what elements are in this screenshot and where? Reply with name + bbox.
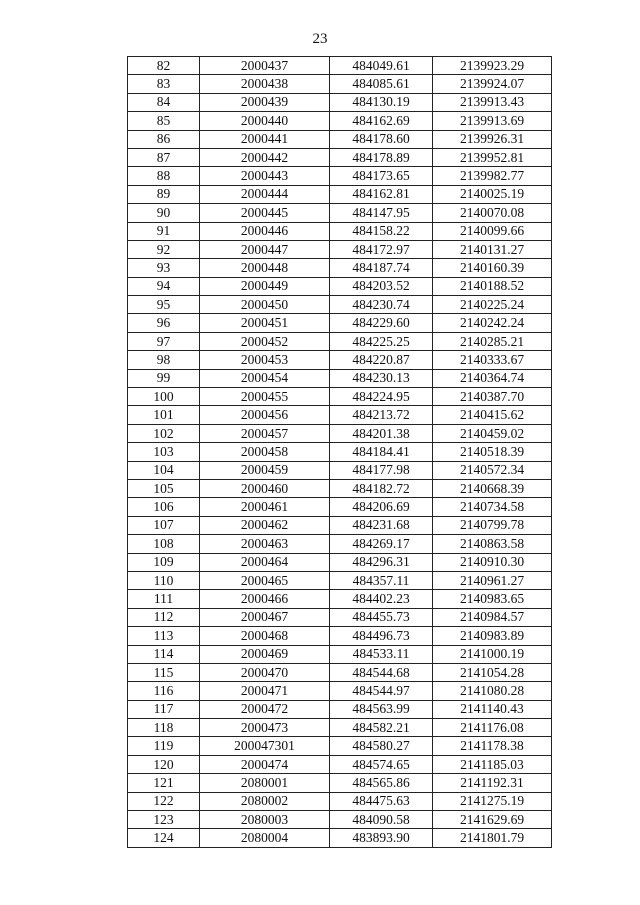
- y-coordinate-cell: 2141629.69: [433, 811, 552, 829]
- y-coordinate-cell: 2139924.07: [433, 75, 552, 93]
- x-coordinate-cell: 484187.74: [330, 259, 433, 277]
- table-row: [128, 479, 552, 497]
- table-row: [128, 75, 552, 93]
- point-id-cell: 2000462: [200, 516, 330, 534]
- point-id-cell: 2000459: [200, 461, 330, 479]
- row-number-cell: 112: [128, 608, 200, 626]
- row-number-cell: 97: [128, 332, 200, 350]
- x-coordinate-cell: 484085.61: [330, 75, 433, 93]
- point-id-cell: 2000437: [200, 57, 330, 75]
- row-number-cell: 84: [128, 93, 200, 111]
- table-row: [128, 571, 552, 589]
- x-coordinate-cell: 484296.31: [330, 553, 433, 571]
- table-row: [128, 57, 552, 75]
- row-number-cell: 104: [128, 461, 200, 479]
- row-number-cell: 90: [128, 204, 200, 222]
- point-id-cell: 2000439: [200, 93, 330, 111]
- table-row: [128, 112, 552, 130]
- coordinates-table: [127, 56, 552, 848]
- x-coordinate-cell: 484357.11: [330, 571, 433, 589]
- row-number-cell: 96: [128, 314, 200, 332]
- y-coordinate-cell: 2141178.38: [433, 737, 552, 755]
- y-coordinate-cell: 2140518.39: [433, 443, 552, 461]
- y-coordinate-cell: 2140188.52: [433, 277, 552, 295]
- row-number-cell: 86: [128, 130, 200, 148]
- y-coordinate-cell: 2140415.62: [433, 406, 552, 424]
- point-id-cell: 2000467: [200, 608, 330, 626]
- x-coordinate-cell: 484544.68: [330, 663, 433, 681]
- y-coordinate-cell: 2140984.57: [433, 608, 552, 626]
- point-id-cell: 2000469: [200, 645, 330, 663]
- x-coordinate-cell: 484563.99: [330, 700, 433, 718]
- point-id-cell: 2000448: [200, 259, 330, 277]
- x-coordinate-cell: 484220.87: [330, 351, 433, 369]
- x-coordinate-cell: 484178.89: [330, 148, 433, 166]
- table-row: [128, 535, 552, 553]
- y-coordinate-cell: 2141176.08: [433, 719, 552, 737]
- point-id-cell: 2000442: [200, 148, 330, 166]
- y-coordinate-cell: 2141185.03: [433, 755, 552, 773]
- x-coordinate-cell: 484580.27: [330, 737, 433, 755]
- row-number-cell: 99: [128, 369, 200, 387]
- y-coordinate-cell: 2140734.58: [433, 498, 552, 516]
- table-row: [128, 663, 552, 681]
- point-id-cell: 2080001: [200, 774, 330, 792]
- y-coordinate-cell: 2140983.89: [433, 627, 552, 645]
- x-coordinate-cell: 484565.86: [330, 774, 433, 792]
- x-coordinate-cell: 484269.17: [330, 535, 433, 553]
- x-coordinate-cell: 484184.41: [330, 443, 433, 461]
- y-coordinate-cell: 2140668.39: [433, 479, 552, 497]
- row-number-cell: 121: [128, 774, 200, 792]
- x-coordinate-cell: 484201.38: [330, 424, 433, 442]
- x-coordinate-cell: 484213.72: [330, 406, 433, 424]
- row-number-cell: 88: [128, 167, 200, 185]
- point-id-cell: 2000447: [200, 240, 330, 258]
- point-id-cell: 2000449: [200, 277, 330, 295]
- table-row: [128, 498, 552, 516]
- y-coordinate-cell: 2141000.19: [433, 645, 552, 663]
- row-number-cell: 115: [128, 663, 200, 681]
- point-id-cell: 2000472: [200, 700, 330, 718]
- row-number-cell: 108: [128, 535, 200, 553]
- table-row: [128, 829, 552, 847]
- y-coordinate-cell: 2140099.66: [433, 222, 552, 240]
- point-id-cell: 2000451: [200, 314, 330, 332]
- y-coordinate-cell: 2139913.69: [433, 112, 552, 130]
- table-row: [128, 296, 552, 314]
- table-row: [128, 222, 552, 240]
- point-id-cell: 2000466: [200, 590, 330, 608]
- point-id-cell: 200047301: [200, 737, 330, 755]
- y-coordinate-cell: 2139952.81: [433, 148, 552, 166]
- table-row: [128, 388, 552, 406]
- row-number-cell: 85: [128, 112, 200, 130]
- y-coordinate-cell: 2140572.34: [433, 461, 552, 479]
- y-coordinate-cell: 2140961.27: [433, 571, 552, 589]
- x-coordinate-cell: 484231.68: [330, 516, 433, 534]
- point-id-cell: 2000471: [200, 682, 330, 700]
- point-id-cell: 2000474: [200, 755, 330, 773]
- y-coordinate-cell: 2139923.29: [433, 57, 552, 75]
- table-row: [128, 167, 552, 185]
- x-coordinate-cell: 484182.72: [330, 479, 433, 497]
- row-number-cell: 123: [128, 811, 200, 829]
- y-coordinate-cell: 2140459.02: [433, 424, 552, 442]
- x-coordinate-cell: 484158.22: [330, 222, 433, 240]
- row-number-cell: 120: [128, 755, 200, 773]
- x-coordinate-cell: 484206.69: [330, 498, 433, 516]
- point-id-cell: 2000458: [200, 443, 330, 461]
- x-coordinate-cell: 484230.74: [330, 296, 433, 314]
- x-coordinate-cell: 484162.69: [330, 112, 433, 130]
- coordinates-table-body: [128, 57, 552, 848]
- point-id-cell: 2000460: [200, 479, 330, 497]
- point-id-cell: 2000443: [200, 167, 330, 185]
- table-row: [128, 755, 552, 773]
- row-number-cell: 119: [128, 737, 200, 755]
- x-coordinate-cell: 484224.95: [330, 388, 433, 406]
- point-id-cell: 2000465: [200, 571, 330, 589]
- page-number: 23: [312, 31, 328, 47]
- table-row: [128, 185, 552, 203]
- x-coordinate-cell: 484402.23: [330, 590, 433, 608]
- point-id-cell: 2000452: [200, 332, 330, 350]
- table-row: [128, 204, 552, 222]
- row-number-cell: 98: [128, 351, 200, 369]
- point-id-cell: 2000457: [200, 424, 330, 442]
- row-number-cell: 111: [128, 590, 200, 608]
- point-id-cell: 2000455: [200, 388, 330, 406]
- row-number-cell: 83: [128, 75, 200, 93]
- y-coordinate-cell: 2141192.31: [433, 774, 552, 792]
- x-coordinate-cell: 484203.52: [330, 277, 433, 295]
- row-number-cell: 124: [128, 829, 200, 847]
- x-coordinate-cell: 484177.98: [330, 461, 433, 479]
- row-number-cell: 118: [128, 719, 200, 737]
- point-id-cell: 2000446: [200, 222, 330, 240]
- point-id-cell: 2000468: [200, 627, 330, 645]
- row-number-cell: 117: [128, 700, 200, 718]
- row-number-cell: 87: [128, 148, 200, 166]
- point-id-cell: 2000440: [200, 112, 330, 130]
- x-coordinate-cell: 484162.81: [330, 185, 433, 203]
- x-coordinate-cell: 484172.97: [330, 240, 433, 258]
- y-coordinate-cell: 2140225.24: [433, 296, 552, 314]
- x-coordinate-cell: 484544.97: [330, 682, 433, 700]
- table-row: [128, 792, 552, 810]
- row-number-cell: 105: [128, 479, 200, 497]
- row-number-cell: 116: [128, 682, 200, 700]
- row-number-cell: 82: [128, 57, 200, 75]
- table-row: [128, 406, 552, 424]
- table-row: [128, 277, 552, 295]
- point-id-cell: 2080003: [200, 811, 330, 829]
- y-coordinate-cell: 2140364.74: [433, 369, 552, 387]
- y-coordinate-cell: 2139926.31: [433, 130, 552, 148]
- x-coordinate-cell: 484582.21: [330, 719, 433, 737]
- point-id-cell: 2000456: [200, 406, 330, 424]
- table-row: [128, 774, 552, 792]
- table-row: [128, 93, 552, 111]
- table-row: [128, 259, 552, 277]
- table-row: [128, 130, 552, 148]
- row-number-cell: 89: [128, 185, 200, 203]
- row-number-cell: 100: [128, 388, 200, 406]
- x-coordinate-cell: 484090.58: [330, 811, 433, 829]
- y-coordinate-cell: 2140387.70: [433, 388, 552, 406]
- row-number-cell: 94: [128, 277, 200, 295]
- row-number-cell: 95: [128, 296, 200, 314]
- table-row: [128, 516, 552, 534]
- table-row: [128, 148, 552, 166]
- y-coordinate-cell: 2141801.79: [433, 829, 552, 847]
- row-number-cell: 113: [128, 627, 200, 645]
- x-coordinate-cell: 484130.19: [330, 93, 433, 111]
- x-coordinate-cell: 484496.73: [330, 627, 433, 645]
- x-coordinate-cell: 484173.65: [330, 167, 433, 185]
- point-id-cell: 2000473: [200, 719, 330, 737]
- table-row: [128, 553, 552, 571]
- point-id-cell: 2080002: [200, 792, 330, 810]
- y-coordinate-cell: 2140131.27: [433, 240, 552, 258]
- row-number-cell: 114: [128, 645, 200, 663]
- row-number-cell: 101: [128, 406, 200, 424]
- x-coordinate-cell: 484147.95: [330, 204, 433, 222]
- point-id-cell: 2000444: [200, 185, 330, 203]
- x-coordinate-cell: 484230.13: [330, 369, 433, 387]
- y-coordinate-cell: 2140863.58: [433, 535, 552, 553]
- point-id-cell: 2000454: [200, 369, 330, 387]
- row-number-cell: 122: [128, 792, 200, 810]
- table-row: [128, 443, 552, 461]
- point-id-cell: 2000441: [200, 130, 330, 148]
- table-row: [128, 811, 552, 829]
- point-id-cell: 2080004: [200, 829, 330, 847]
- x-coordinate-cell: 484225.25: [330, 332, 433, 350]
- x-coordinate-cell: 484455.73: [330, 608, 433, 626]
- y-coordinate-cell: 2141080.28: [433, 682, 552, 700]
- point-id-cell: 2000461: [200, 498, 330, 516]
- table-row: [128, 351, 552, 369]
- row-number-cell: 91: [128, 222, 200, 240]
- row-number-cell: 110: [128, 571, 200, 589]
- point-id-cell: 2000463: [200, 535, 330, 553]
- table-row: [128, 737, 552, 755]
- y-coordinate-cell: 2139982.77: [433, 167, 552, 185]
- y-coordinate-cell: 2140285.21: [433, 332, 552, 350]
- x-coordinate-cell: 484049.61: [330, 57, 433, 75]
- y-coordinate-cell: 2141054.28: [433, 663, 552, 681]
- y-coordinate-cell: 2140070.08: [433, 204, 552, 222]
- table-row: [128, 682, 552, 700]
- x-coordinate-cell: 484229.60: [330, 314, 433, 332]
- y-coordinate-cell: 2140910.30: [433, 553, 552, 571]
- x-coordinate-cell: 483893.90: [330, 829, 433, 847]
- y-coordinate-cell: 2140983.65: [433, 590, 552, 608]
- table-row: [128, 645, 552, 663]
- point-id-cell: 2000453: [200, 351, 330, 369]
- row-number-cell: 93: [128, 259, 200, 277]
- y-coordinate-cell: 2140799.78: [433, 516, 552, 534]
- point-id-cell: 2000450: [200, 296, 330, 314]
- point-id-cell: 2000438: [200, 75, 330, 93]
- table-row: [128, 369, 552, 387]
- table-row: [128, 608, 552, 626]
- point-id-cell: 2000470: [200, 663, 330, 681]
- row-number-cell: 103: [128, 443, 200, 461]
- y-coordinate-cell: 2141275.19: [433, 792, 552, 810]
- table-row: [128, 627, 552, 645]
- table-row: [128, 461, 552, 479]
- y-coordinate-cell: 2139913.43: [433, 93, 552, 111]
- table-row: [128, 240, 552, 258]
- table-row: [128, 719, 552, 737]
- x-coordinate-cell: 484475.63: [330, 792, 433, 810]
- row-number-cell: 102: [128, 424, 200, 442]
- row-number-cell: 106: [128, 498, 200, 516]
- y-coordinate-cell: 2140242.24: [433, 314, 552, 332]
- table-row: [128, 590, 552, 608]
- table-row: [128, 424, 552, 442]
- y-coordinate-cell: 2140025.19: [433, 185, 552, 203]
- point-id-cell: 2000464: [200, 553, 330, 571]
- x-coordinate-cell: 484178.60: [330, 130, 433, 148]
- row-number-cell: 107: [128, 516, 200, 534]
- row-number-cell: 109: [128, 553, 200, 571]
- y-coordinate-cell: 2140160.39: [433, 259, 552, 277]
- y-coordinate-cell: 2140333.67: [433, 351, 552, 369]
- x-coordinate-cell: 484533.11: [330, 645, 433, 663]
- table-row: [128, 332, 552, 350]
- row-number-cell: 92: [128, 240, 200, 258]
- point-id-cell: 2000445: [200, 204, 330, 222]
- x-coordinate-cell: 484574.65: [330, 755, 433, 773]
- y-coordinate-cell: 2141140.43: [433, 700, 552, 718]
- table-row: [128, 314, 552, 332]
- table-row: [128, 700, 552, 718]
